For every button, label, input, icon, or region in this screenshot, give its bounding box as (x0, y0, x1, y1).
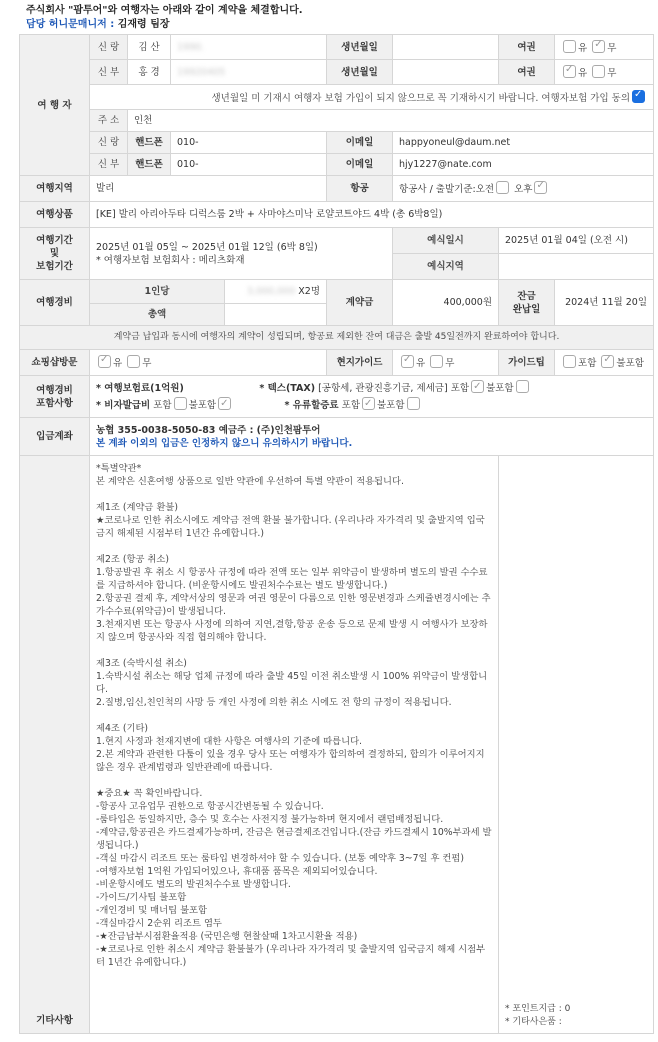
per-person-value (225, 280, 327, 304)
guide-options (393, 350, 499, 376)
ceremony-date-value: 2025년 01월 04일 (오전 시) (499, 228, 654, 254)
bride-passport-label: 여권 (499, 60, 555, 85)
header-line: 주식회사 "팜투어"와 여행자는 아래와 같이 계약을 체결합니다. (26, 5, 303, 16)
tax-include-checkbox[interactable] (471, 380, 484, 393)
period-label-3: 보험기간 (36, 261, 73, 272)
groom-passport-label: 여권 (499, 35, 555, 60)
account-info: 농협 355-0038-5050-83 예금주 : (주)인천팜투어 (96, 424, 321, 436)
manager-line (26, 18, 303, 32)
balance-label-1: 잔금 (517, 290, 536, 302)
bride-label-2: 신 부 (90, 154, 128, 176)
fuel-include-label: 포함 (341, 399, 360, 411)
tip-include-label: 포함 (578, 358, 597, 369)
tax-exclude-checkbox[interactable] (516, 380, 529, 393)
tip-include-checkbox[interactable] (563, 355, 576, 368)
includes-label-2: 포함사항 (36, 397, 73, 409)
pm-label: 오후 (514, 184, 533, 195)
gift-text: * 기타사은품 : (505, 1017, 562, 1027)
bride-email-label: 이메일 (327, 154, 393, 176)
tax-item: * 텍스(TAX) (259, 382, 316, 394)
airline-options (393, 176, 654, 202)
total-label: 총액 (90, 304, 225, 326)
traveler-section-label: 여 행 자 (20, 35, 90, 176)
bride-phone-label: 핸드폰 (128, 154, 171, 176)
groom-birth-label: 생년월일 (327, 35, 393, 60)
airline-label: 항공 (327, 176, 393, 202)
account-value (90, 418, 654, 456)
deposit-label: 계약금 (327, 280, 393, 326)
bride-label: 신 부 (90, 60, 128, 85)
birth-notice: 생년월일 미 기재시 여행자 보험 가입이 되지 않으므로 꼭 기재하시기 바랍니다. 여행자보험 가입 동의 (211, 92, 631, 104)
insurer: * 여행자보험 보험회사 : 메리츠화재 (96, 254, 245, 266)
tax-exclude-label: 불포함 (486, 382, 514, 394)
visa-include-label: 포함 (153, 399, 172, 411)
fuel-include-checkbox[interactable] (362, 397, 375, 410)
pm-checkbox[interactable] (534, 181, 547, 194)
point-text: * 포인트지급 : 0 (505, 1004, 571, 1014)
visa-exclude-checkbox[interactable] (218, 397, 231, 410)
tax-detail: [공항세, 관광진흥기금, 제세금] 포함 (318, 382, 470, 394)
etc-label: 기타사항 (20, 456, 90, 1034)
region-label: 여행지역 (20, 176, 90, 202)
account-label: 입금계좌 (20, 418, 90, 456)
visa-include-checkbox[interactable] (174, 397, 187, 410)
bride-passport-no-label: 무 (607, 67, 617, 79)
address-label: 주 소 (90, 110, 128, 132)
etc-side (499, 456, 654, 1034)
bride-blur: 19920405 (177, 66, 226, 78)
fuel-item: * 유류할증료 (284, 399, 339, 411)
groom-passport-no-label: 무 (607, 42, 617, 54)
tip-options (555, 350, 654, 376)
contract-header (26, 4, 303, 32)
deposit-value: 400,000원 (393, 280, 499, 326)
address-value: 인천 (128, 110, 654, 132)
account-warning: 본 계좌 이외의 입금은 인정하지 않으니 유의하시기 바랍니다. (96, 437, 353, 449)
period-label-2: 및 (49, 248, 60, 259)
balance-label-2: 완납일 (512, 303, 541, 315)
groom-phone: 010- (171, 132, 327, 154)
insurance-consent-checkbox[interactable] (632, 90, 645, 103)
ceremony-date-label: 예식일시 (393, 228, 499, 254)
groom-name: 김 산 (128, 35, 171, 60)
am-checkbox[interactable] (496, 181, 509, 194)
balance-label (499, 280, 555, 326)
groom-email-label: 이메일 (327, 132, 393, 154)
product-label: 여행상품 (20, 202, 90, 228)
special-terms: *특별약관* 본 계약은 신혼여행 상품으로 일반 약관에 우선하여 특별 약관이 적용됩니다. 제1조 (계약금 환불) ★코로나로 인한 취소시에도 계약금 전액 환불 불가합니다. (우리나라 자가격리 및 출발지역 입국금지 해제된 시점부터 1년간 유예합니다.) 제2조 (항공 취소) 1.항공발권 후 취소 시 항공사 규정에 따라 전액 또는 일부 위약금이 발생하며 별도의 발권 수수료를 지급하셔야 합니다. (비운항시에도 발권처수수료는 별도 발생합니다.) 2.항공권 결제 후, 계약서상의 영문과 여권 영문이 다름으로 인한 영문변경과 스케쥴변경시에는 추가수수료(위약금)이 발생됩니다. 3.천재지변 또는 항공사 사정에 의하여 지연,결항,항공 운송 등으로 문제 발생 시 여행사가 보장하지 않으며 항공사와 직접 협의해야 합니다. 제3조 (숙박시설 취소) 1.숙박시설 취소는 해당 업체 규정에 따라 출발 45일 이전 취소발생 시 100% 위약금이 발생합니다. 2.질병,임신,친인척의 사망 등 개인 사정에 의한 취소 시에도 전 항의 규정이 적용됩니다. 제4조 (기타) 1.현지 사정과 천재지변에 대한 사항은 여행사의 기준에 따릅니다. 2.본 계약과 관련한 다툼이 있을 경우 당사 또는 여행자가 합의하여 결정하되, 합의가 이루어지지 않은 경우 관계법령과 일반관례에 따릅니다. ★중요★ 꼭 확인바랍니다. -항공사 고유업무 권한으로 항공시간변동될 수 있습니다. -룸타입은 동일하지만, 층수 및 호수는 사전지정 불가능하며 현지에서 랜덤배정됩니다. -계약금,항공권은 카드결제가능하며, 잔금은 현금결제조건입니다.(잔금 카드결제시 10%부과세 발생됩니다.) -객실 마감시 리조트 또는 룸타입 변경하셔야 할 수 있습니다. (보통 예약후 3~7일 후 컨펌) -여행자보험 1억원 가입되어있으나, 휴대품 품목은 제외되어있습니다. -비운항시에도 별도의 발권처수수료 발생합니다. -가이드/기사팁 불포함 -개인경비 및 매너팁 불포함 -객실마감시 2순위 리조트 염두 -★잔금납부시점환율적용 (국민은행 현찰살때 1차고시환율 적용) -★코로나로 인한 취소시 계약금 환불불가 (우리나라 자가격리 및 출발지역 입국금지 해제 시점부터 1년간 유예합니다.) (90, 456, 499, 1034)
bride-name: 홍 경 (128, 60, 171, 85)
guide-label: 현지가이드 (327, 350, 393, 376)
fuel-exclude-label: 불포함 (377, 399, 405, 411)
total-value (225, 304, 327, 326)
fuel-exclude-checkbox[interactable] (407, 397, 420, 410)
visa-item: * 비자발급비 (96, 399, 151, 411)
bride-email: hjy1227@nate.com (393, 154, 654, 176)
payment-notice: 계약금 납입과 동시에 여행자의 계약이 성립되며, 항공료 제외한 잔여 대금은 출발 45일전까지 완료하여야 합니다. (20, 326, 654, 350)
cost-label: 여행경비 (20, 280, 90, 326)
period-dates: 2025년 01월 05일 ~ 2025년 01월 12일 (6박 8일) (96, 241, 318, 253)
groom-label: 신 랑 (90, 35, 128, 60)
bride-passport-yes-label: 유 (578, 67, 588, 79)
tip-exclude-checkbox[interactable] (601, 355, 614, 368)
per-person-blur: 3,000,000 (246, 286, 296, 297)
groom-passport-yes-label: 유 (578, 42, 588, 54)
guide-no-label: 무 (445, 358, 455, 369)
includes-label-1: 여행경비 (36, 384, 73, 396)
shopping-yes-label: 유 (113, 358, 123, 369)
groom-phone-label: 핸드폰 (128, 132, 171, 154)
balance-date: 2024년 11월 20일 (555, 280, 654, 326)
guide-no-checkbox[interactable] (430, 355, 443, 368)
bride-passport-yes-checkbox[interactable] (563, 65, 576, 78)
shopping-options (90, 350, 327, 376)
tip-label: 가이드팁 (499, 350, 555, 376)
insurance-item: * 여행보험료(1억원) (96, 382, 184, 394)
manager-name: 김재령 팀장 (117, 19, 170, 30)
groom-passport-yes-checkbox[interactable] (563, 40, 576, 53)
contract-form (19, 34, 654, 1034)
ceremony-venue-label: 예식지역 (393, 254, 499, 280)
shopping-label: 쇼핑샵방문 (20, 350, 90, 376)
groom-passport-options (555, 35, 654, 60)
tip-exclude-label: 불포함 (616, 358, 644, 369)
bride-phone: 010- (171, 154, 327, 176)
shopping-yes-checkbox[interactable] (98, 355, 111, 368)
visa-exclude-label: 불포함 (188, 399, 217, 411)
groom-blur: 1990. (177, 41, 205, 53)
includes-value (90, 376, 654, 418)
per-person-suffix: X2명 (298, 286, 321, 297)
ceremony-venue-value[interactable] (499, 254, 654, 280)
period-label-1: 여행기간 (36, 235, 73, 246)
period-value (90, 228, 393, 280)
bride-birth-value[interactable] (393, 60, 499, 85)
groom-birth-value[interactable] (393, 35, 499, 60)
region-value: 발리 (90, 176, 327, 202)
manager-label: 담당 허니문매니저 : (26, 19, 115, 30)
period-label (20, 228, 90, 280)
bride-birth-label: 생년월일 (327, 60, 393, 85)
bride-passport-no-checkbox[interactable] (592, 65, 605, 78)
per-person-label: 1인당 (90, 280, 225, 304)
guide-yes-checkbox[interactable] (401, 355, 414, 368)
guide-yes-label: 유 (416, 358, 426, 369)
groom-email: happyoneul@daum.net (393, 132, 654, 154)
shopping-no-checkbox[interactable] (127, 355, 140, 368)
includes-label (20, 376, 90, 418)
groom-passport-no-checkbox[interactable] (592, 40, 605, 53)
product-value: [KE] 발리 아리아두타 디럭스룸 2박 + 사마야스미낙 로얄코트야드 4박 (총 6박8일) (90, 202, 654, 228)
shopping-no-label: 무 (142, 358, 152, 369)
groom-label-2: 신 랑 (90, 132, 128, 154)
airline-value: 항공사 / 출발기준:오전 (399, 184, 495, 195)
bride-passport-options (555, 60, 654, 85)
birth-notice-row (90, 85, 654, 110)
